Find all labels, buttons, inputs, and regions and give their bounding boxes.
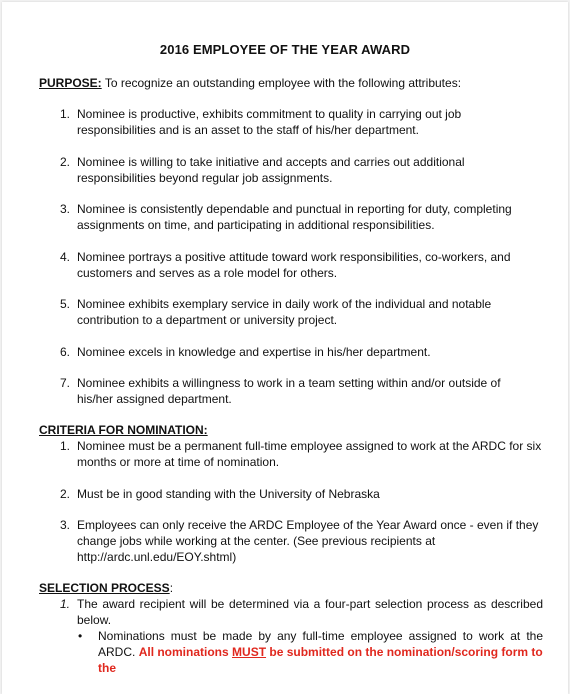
list-item-line: below. — [77, 613, 112, 627]
list-item-line: his/her assigned department. — [77, 392, 232, 406]
list-item-number: 5. — [59, 297, 70, 311]
list-item-line: Nominations must be made by any full-time employee assigned to work at the — [98, 629, 543, 643]
list-item-line: Employees can only receive the ARDC Employee of the Year Award once - even if they — [77, 518, 539, 532]
list-item-line: Nominee portrays a positive attitude toward work responsibilities, co-workers, and — [77, 250, 511, 264]
emphasis-text: All nominations — [138, 645, 229, 659]
list-item-line: customers and serves as a role model for others. — [77, 266, 338, 280]
list-item-text — [77, 106, 547, 138]
list-item-line: Nominee is willing to take initiative and accepts and carries out additional — [77, 155, 465, 169]
list-item-line: Nominee excels in knowledge and expertise in his/her department. — [77, 345, 431, 359]
list-item-number: 6. — [59, 345, 70, 359]
list-item-line: Nominee exhibits a willingness to work in a team setting within and/or outside of — [77, 376, 501, 390]
list-item-text — [77, 517, 547, 565]
selection-section — [39, 580, 173, 596]
criteria-heading: CRITERIA FOR NOMINATION: — [39, 423, 208, 437]
emphasis-text: be submitted on the nomination/scoring form to the — [98, 645, 543, 675]
list-item-line: http://ardc.unl.edu/EOY.shtml) — [77, 550, 237, 564]
list-item-number: 1. — [59, 597, 70, 611]
list-item-line: Nominee is consistently dependable and punctual in reporting for duty, completing — [77, 202, 512, 216]
list-item-text — [77, 201, 547, 233]
list-item-line: months or more at time of nomination. — [77, 455, 280, 469]
list-item-number: 4. — [59, 250, 70, 264]
list-item-line: assignments on time, and participating in additional responsibilities. — [77, 218, 435, 232]
list-item-number: 1. — [59, 439, 70, 453]
list-item-number: 1. — [59, 107, 70, 121]
list-item-text — [77, 296, 547, 328]
list-item-text — [77, 154, 547, 186]
list-item-text — [77, 249, 547, 281]
list-item-line: responsibilities beyond regular job assignments. — [77, 171, 333, 185]
list-item-line: responsibilities and is an asset to the staff of his/her department. — [77, 123, 419, 137]
list-item-text — [77, 486, 547, 502]
bullet-item-text — [98, 628, 543, 676]
purpose-intro: To recognize an outstanding employee with the following attributes: — [104, 76, 462, 90]
page-title: 2016 EMPLOYEE OF THE YEAR AWARD — [159, 42, 411, 57]
list-item-number: 2. — [59, 487, 70, 501]
list-item-line: Must be in good standing with the University of Nebraska — [77, 487, 380, 501]
list-item-text — [77, 375, 547, 407]
emphasis-must-text: MUST — [232, 645, 267, 659]
list-item-line: change jobs while working at the center. (See previous recipients at — [77, 534, 436, 548]
document-page — [2, 2, 568, 694]
list-item-line: The award recipient will be determined via a four-part selection process as described — [77, 597, 543, 611]
bullet-icon: • — [78, 629, 83, 643]
purpose-section — [39, 75, 461, 91]
purpose-heading: PURPOSE: — [39, 76, 102, 90]
list-item-line: Nominee must be a permanent full-time employee assigned to work at the ARDC for six — [77, 439, 542, 453]
list-item-line: Nominee exhibits exemplary service in daily work of the individual and notable — [77, 297, 492, 311]
list-item-text — [77, 438, 547, 470]
list-item-number: 3. — [59, 202, 70, 216]
list-item-text — [77, 344, 547, 360]
bullet-text-plain: ARDC. — [98, 645, 136, 659]
list-item-number: 2. — [59, 155, 70, 169]
list-item-number: 3. — [59, 518, 70, 532]
selection-heading-colon: : — [169, 581, 174, 595]
list-item-line: contribution to a department or university project. — [77, 313, 338, 327]
list-item-text — [77, 596, 543, 628]
selection-heading: SELECTION PROCESS — [39, 581, 170, 595]
list-item-line: Nominee is productive, exhibits commitment to quality in carrying out job — [77, 107, 462, 121]
list-item-number: 7. — [59, 376, 70, 390]
list-item-line — [98, 644, 543, 676]
